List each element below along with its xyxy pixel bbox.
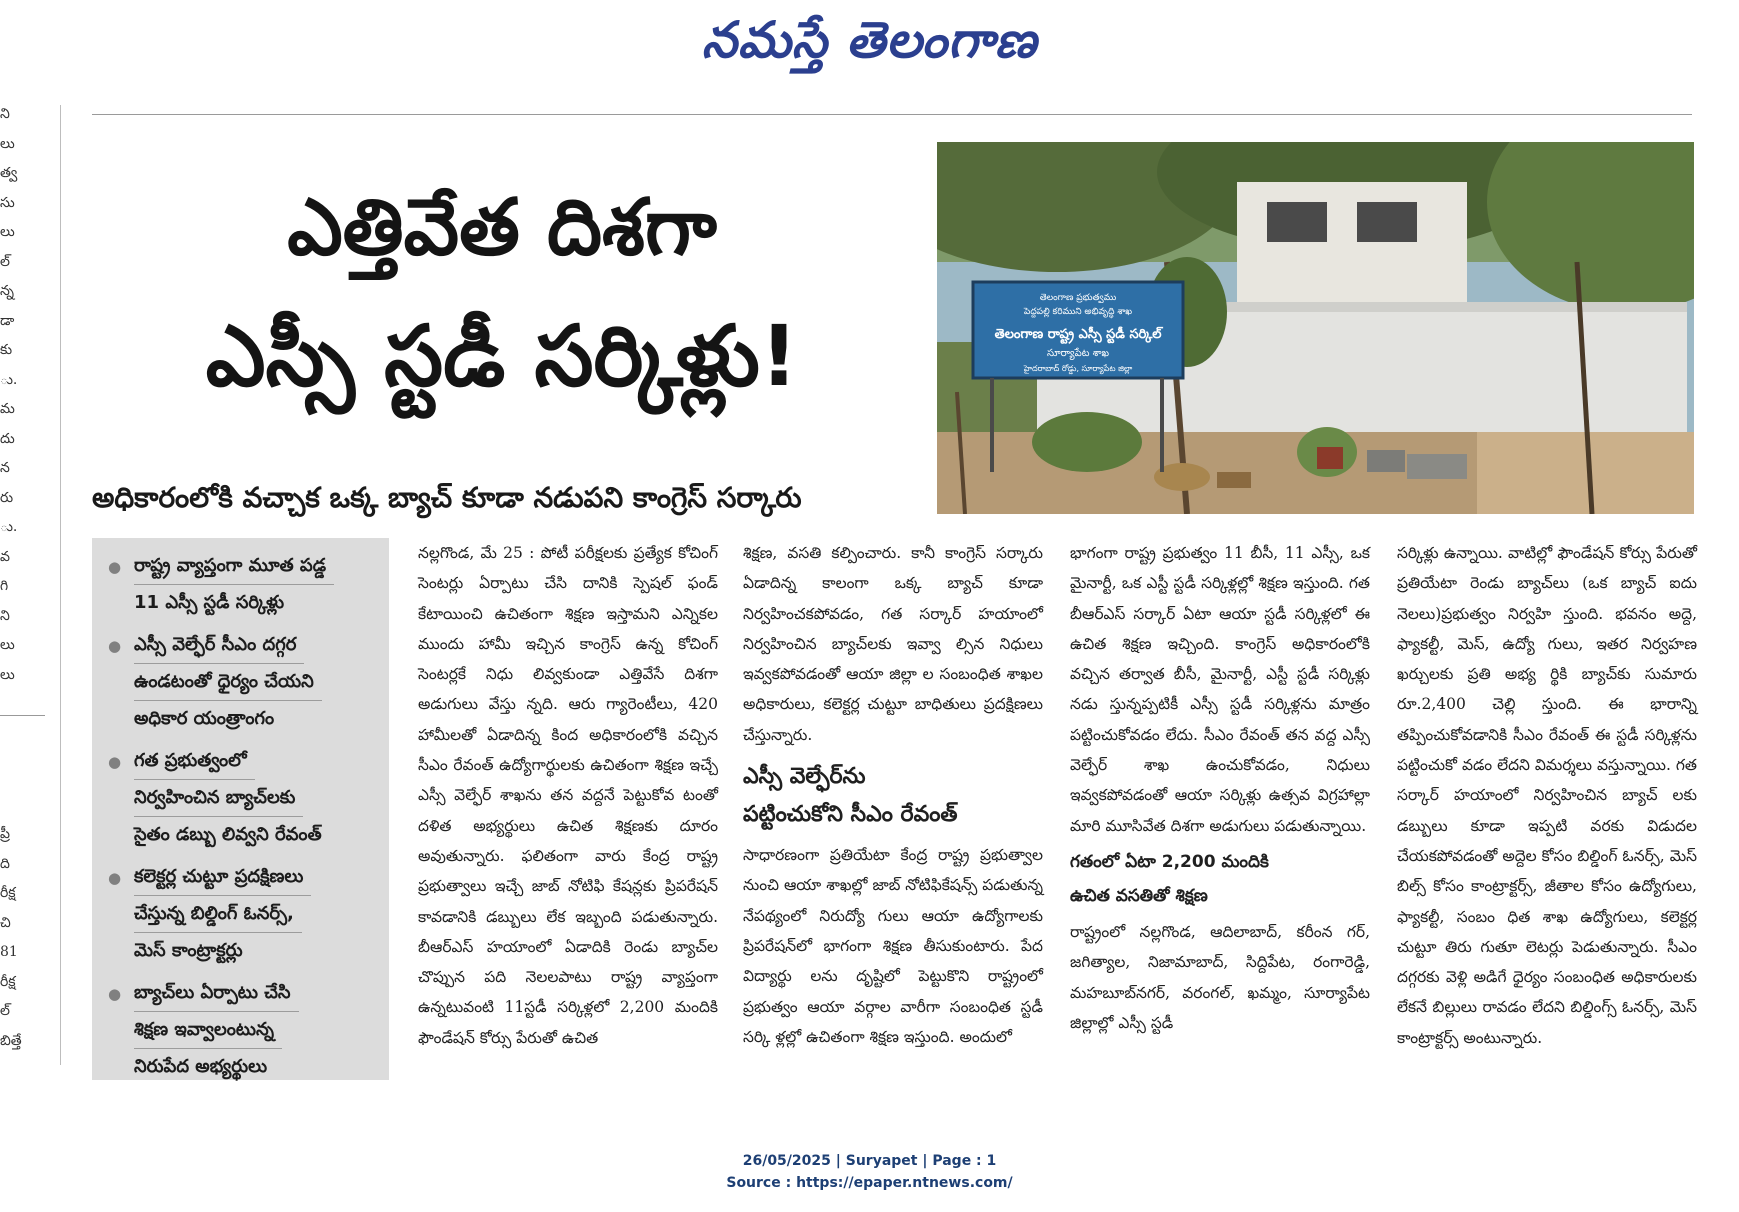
highlight-line: అధికార యంత్రాంగం xyxy=(134,708,275,729)
highlight-line: రాష్ట్ర వ్యాప్తంగా మూత పడ్డ xyxy=(134,548,334,585)
highlight-line: ఎస్సీ వెల్ఫేర్ సీఎం దగ్గర xyxy=(134,627,304,664)
edge-fragment: చి xyxy=(0,914,11,931)
highlight-item xyxy=(104,859,375,969)
highlight-line: గత ప్రభుత్వంలో xyxy=(134,743,255,780)
edge-fragment: న్న xyxy=(0,283,14,299)
article-column-3 xyxy=(1070,538,1370,1038)
edge-fragment: రీక్ష xyxy=(0,973,16,990)
highlight-line: నిర్వహించిన బ్యాచ్‌లకు xyxy=(134,780,303,817)
edge-fragment: గి xyxy=(0,578,9,594)
edge-fragment: లు xyxy=(0,224,15,240)
edge-fragment: లు xyxy=(0,637,15,653)
highlights-box xyxy=(92,538,389,1080)
highlight-item xyxy=(104,975,375,1085)
edge-fragment: డా xyxy=(0,312,15,329)
edge-fragment: ది xyxy=(0,855,10,872)
edge-fragment: దు xyxy=(0,430,15,447)
bullet-icon: ● xyxy=(108,558,122,576)
edge-strip-upper xyxy=(0,100,28,690)
edge-fragment: త్వ xyxy=(0,165,18,181)
article-paragraph: నల్లగొండ, మే 25 : పోటీ పరీక్షలకు ప్రత్యేక కోచింగ్ సెంటర్లు ఏర్పాటు చేసి దానికి స్పెషల్ ఫండ్ కేటాయించి ఉచితంగా శిక్షణ ఇస్తామని ఎన్నికల ముందు హామీ ఇచ్చిన కాంగ్రెస్ ఉన్న కోచింగ్ సెంటర్లకే నిధు లివ్వకుండా ఎత్తివేసే దిశగా అడుగులు వేస్తు న్నది. ఆరు గ్యారెంటీలు, 420 హామీలతో ఏడాదిన్న కింద అధికారంలోకి వచ్చిన సీఎం రేవంత్ ఉద్యోగార్థులకు ఉచితంగా శిక్షణ ఇచ్చే ఎస్సీ వెల్ఫేర్ శాఖను తన వద్దనే పెట్టుకోవ టంతో దళిత అభ్యర్థులు ఉచిత శిక్షణకు దూరం అవుతున్నారు. ఫలితంగా వారు కేంద్ర రాష్ట్ర ప్రభుత్వాలు ఇచ్చే జాబ్ నోటిఫి కేషన్లకు ప్రిపరేషన్ కావడానికి డబ్బులు లేక ఇబ్బంది పడుతున్నారు. బీఆర్‌ఎస్ హయాంలో ఏడాదికి రెండు బ్యాచ్‌ల చొప్పున పది నెలలపాటు రాష్ట్ర వ్యాప్తంగా ఉన్నటువంటి 11స్టడీ సర్కిళ్లలో 2,200 మందికి ఫౌండేషన్ కోర్సు పేరుతో ఉచిత xyxy=(418,544,718,1047)
edge-fragment: ు. xyxy=(0,519,18,535)
bullet-icon: ● xyxy=(108,637,122,655)
edge-fragment: రు xyxy=(0,489,14,506)
highlight-line: మెస్ కాంట్రాక్టర్లు xyxy=(134,940,243,961)
footer-date-edition: 26/05/2025 | Suryapet | Page : 1 xyxy=(742,1153,997,1169)
edge-fragment: ప్రీ xyxy=(0,826,10,842)
study-circle-photo xyxy=(937,142,1694,514)
article-paragraph: సాధారణంగా ప్రతియేటా కేంద్ర రాష్ట్ర ప్రభుత్వాల నుంచి ఆయా శాఖల్లో జాబ్ నోటిఫికేషన్స్ పడుతున్న నేపథ్యంలో నిరుద్యో గులు ఆయా ఉద్యోగాలకు ప్రిపరేషన్‌లో భాగంగా శిక్షణ తీసుకుంటారు. పేద విద్యార్థు లను దృష్టిలో పెట్టుకొని రాష్ట్రంలో ప్రభుత్వం ఆయా వర్గాల వారీగా సంబంధిత స్టడీ సర్కి ళ్లల్లో ఉచితంగా శిక్షణ ఇస్తుంది. అందులో xyxy=(743,846,1043,1046)
sign-line-1: తెలంగాణ ప్రభుత్వము xyxy=(1039,293,1117,303)
subheading-line: గతంలో ఏటా 2,200 మందికి xyxy=(1070,851,1269,872)
bullet-icon: ● xyxy=(108,753,122,771)
highlight-line: చేస్తున్న బిల్డింగ్ ఓనర్స్, xyxy=(134,896,302,933)
sign-line-2: పెద్దపల్లి కరిముని అభివృద్ధి శాఖ xyxy=(1023,307,1133,317)
highlight-line: కలెక్టర్ల చుట్టూ ప్రదక్షిణలు xyxy=(134,859,311,896)
sign-line-4: సూర్యాపేట శాఖ xyxy=(1046,348,1110,359)
highlight-item xyxy=(104,548,375,621)
edge-fragment: 81 xyxy=(0,944,18,960)
subheading-line: ఎస్సీ వెల్ఫేర్‌ను xyxy=(743,764,866,790)
edge-fragment: లు xyxy=(0,666,15,683)
edge-fragment: లు xyxy=(0,135,15,152)
edge-fragment: వ xyxy=(0,548,10,565)
article-paragraph: శిక్షణ, వసతి కల్పించారు. కానీ కాంగ్రెస్ సర్కారు ఏడాదిన్న కాలంగా ఒక్క బ్యాచ్ కూడా నిర్వహించకపోవడం, గత సర్కార్ హయాంలో నిర్వహించిన బ్యాచ్‌లకు ఇవ్వా ల్సిన నిధులు ఇవ్వకపోవడంతో ఆయా జిల్లా ల సంబంధిత శాఖల అధికారులు, కలెక్టర్ల చుట్టూ బాధితులు ప్రదక్షిణలు చేస్తున్నారు. xyxy=(743,544,1043,744)
highlight-line: బ్యాచ్‌లు ఏర్పాటు చేసి xyxy=(134,975,299,1012)
article-subheading xyxy=(743,758,1043,834)
sign-line-3: తెలంగాణ రాష్ట్ర ఎస్సీ స్టడీ సర్కిల్ xyxy=(994,327,1162,342)
edge-fragment: ల్ xyxy=(0,253,10,270)
article-paragraph: భాగంగా రాష్ట్ర ప్రభుత్వం 11 బీసీ, 11 ఎస్సీ, ఒక మైనార్టీ, ఒక ఎస్టీ స్టడీ సర్కిళ్లల్లో శిక్షణ ఇస్తుంది. గత బీఆర్‌ఎస్ సర్కార్ ఏటా ఆయా స్టడీ సర్కిళ్లలో ఈ ఉచిత శిక్షణ ఇచ్చింది. కాంగ్రెస్ అధికారంలోకి వచ్చిన తర్వాత బీసీ, మైనార్టీ, ఎస్టీ స్టడీ సర్కిళ్లు నడు స్తున్నప్పటికీ ఎస్సీ స్టడీ సర్కిళ్లను మాత్రం పట్టించుకోవడం లేదు. సీఎం రేవంత్ తన వద్ద ఎస్సీ వెల్ఫేర్ శాఖ ఉంచుకోవడం, నిధులు ఇవ్వకపోవడంతో ఆయా సర్కిళ్లు ఉత్సవ విగ్రహాల్లా మారి మూసివేత దిశగా అడుగులు పడుతున్నాయి. xyxy=(1070,544,1370,835)
edge-fragment: మ xyxy=(0,401,15,417)
edge-fragment: రీక్ష xyxy=(0,885,16,901)
top-divider xyxy=(92,114,1692,115)
masthead-logo: నమస్తే తెలంగాణ xyxy=(701,11,1038,69)
article-column-2 xyxy=(743,538,1043,1052)
highlight-line: సైతం డబ్బు లివ్వని రేవంత్ xyxy=(134,824,322,845)
highlight-line: శిక్షణ ఇవ్వాలంటున్న xyxy=(134,1012,282,1049)
subheading-line: ఉచిత వసతితో శిక్షణ xyxy=(1070,885,1208,906)
highlight-item xyxy=(104,627,375,737)
subheadline: అధికారంలోకి వచ్చాక ఒక్క బ్యాచ్ కూడా నడుపని కాంగ్రెస్ సర్కారు xyxy=(92,481,802,514)
edge-fragment: ల్ xyxy=(0,1003,10,1019)
edge-strip-lower xyxy=(0,820,28,1056)
highlight-line: 11 ఎస్సీ స్టడీ సర్కిళ్లు xyxy=(134,592,285,613)
article-paragraph: సర్కిళ్లు ఉన్నాయి. వాటిల్లో ఫౌండేషన్ కోర్సు పేరుతో ప్రతియేటా రెండు బ్యాచ్‌లు (ఒక బ్యాచ్ ఐదు నెలలు)ప్రభుత్వం నిర్వహి స్తుంది. భవనం అద్దె, ఫ్యాకల్టీ, మెస్, ఉద్యో గులు, ఇతర నిర్వహణ ఖర్చులకు ప్రతి అభ్య ర్థికి బ్యాచ్‌కు సుమారు రూ.2,400 చెల్లి స్తుంది. ఈ భారాన్ని తప్పించుకోవడానికి సీఎం రేవంత్ ఈ స్టడీ సర్కిళ్లను పట్టించుకో వడం లేదని విమర్శలు వస్తున్నాయి. గత సర్కార్ హయాంలో నిర్వహించిన బ్యాచ్ లకు డబ్బులు కూడా ఇప్పటి వరకు విడుదల చేయకపోవడంతో అద్దెల కోసం బిల్డింగ్ ఓనర్స్, మెస్ బిల్స్ కోసం కాంట్రాక్టర్స్, జీతాల కోసం ఉద్యోగులు, ఫ్యాకల్టీ, సంబం ధిత శాఖ ఉద్యోగులు, కలెక్టర్ల చుట్టూ తిరు గుతూ లెటర్లు పెడుతున్నారు. సీఎం దగ్గరకు వెళ్లి అడిగే ధైర్యం సంబంధిత అధికారులకు లేకనే బిల్లులు రావడం లేదని బిల్డింగ్స్ ఓనర్స్, మెస్ కాంట్రాక్టర్స్ అంటున్నారు. xyxy=(1397,544,1697,1047)
highlight-line: నిరుపేద అభ్యర్థులు xyxy=(134,1056,268,1077)
footer-source-link[interactable]: Source : https://epaper.ntnews.com/ xyxy=(726,1175,1013,1191)
article-subheading xyxy=(1070,845,1370,913)
highlight-line: ఉండటంతో ధైర్యం చేయని xyxy=(134,664,322,701)
sign-line-5: హైదరాబాద్ రోడ్డు, సూర్యాపేట జిల్లా xyxy=(1023,364,1133,373)
left-column-divider xyxy=(60,105,61,1065)
edge-fragment: ు. xyxy=(0,371,18,388)
bullet-icon: ● xyxy=(108,985,122,1003)
subheading-line: పట్టించుకోని సీఎం రేవంత్ xyxy=(743,802,958,828)
edge-strip-divider xyxy=(0,715,45,716)
edge-fragment: ని xyxy=(0,607,10,624)
article-column-1 xyxy=(418,538,718,1053)
edge-fragment: సు xyxy=(0,194,15,211)
article-paragraph: రాష్ట్రంలో నల్లగొండ, ఆదిలాబాద్, కరీంన గర్, జగిత్యాల, నిజామాబాద్, సిద్దిపేట, రంగారెడ్డి, మహబూబ్‌నగర్, వరంగల్, ఖమ్మం, సూర్యాపేట జిల్లాల్లో ఎస్సీ స్టడీ xyxy=(1070,922,1370,1032)
edge-fragment: బిత్తే xyxy=(0,1032,22,1049)
bullet-icon: ● xyxy=(108,869,122,887)
highlight-item xyxy=(104,743,375,853)
page-footer xyxy=(0,1150,1739,1194)
edge-fragment: న xyxy=(0,460,10,476)
headline-line-1: ఎత్తివేత దిశగా xyxy=(287,183,717,273)
edge-fragment: ని xyxy=(0,106,10,122)
edge-fragment: కు xyxy=(0,342,13,358)
headline-line-2: ఎస్సీ స్టడీ సర్కిళ్లు! xyxy=(205,307,799,405)
article-column-4 xyxy=(1397,538,1697,1053)
